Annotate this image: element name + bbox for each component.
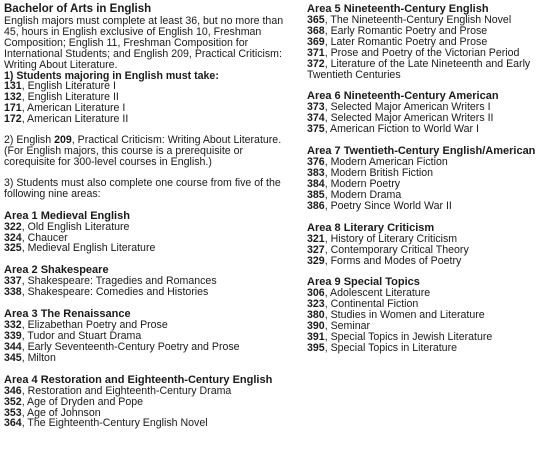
- requirement-2-course-number: 209: [54, 134, 72, 147]
- course-name: Continental Fiction: [330, 298, 419, 311]
- course-number: 323: [307, 298, 325, 311]
- course-number: 172: [4, 113, 22, 126]
- course-item: 385, Modern Drama: [307, 188, 402, 201]
- course-name: The Nineteenth-Century English Novel: [330, 14, 512, 26]
- course-item: 345, Milton: [4, 351, 56, 364]
- area-heading: Area 8 Literary Criticism: [307, 221, 435, 234]
- course-number: 345: [4, 351, 22, 364]
- course-name: Shakespeare: Tragedies and Romances: [27, 275, 217, 288]
- course-number: 131: [4, 80, 22, 93]
- course-number: 384: [307, 177, 325, 190]
- course-name: Shakespeare: Comedies and Histories: [27, 286, 209, 299]
- course-item: 364, The Eighteenth-Century English Novel: [4, 417, 208, 430]
- course-number: 353: [4, 406, 22, 419]
- page-title: Bachelor of Arts in English: [4, 3, 152, 15]
- area-section: [307, 222, 551, 267]
- course-name: Selected Major American Writers II: [330, 112, 494, 125]
- requirement-2-prefix: 2) English: [4, 134, 55, 147]
- course-number: 372: [307, 57, 325, 70]
- course-number: 390: [307, 320, 325, 333]
- area-section: [307, 3, 551, 80]
- course-number: 327: [307, 243, 325, 256]
- course-name: Selected Major American Writers I: [330, 101, 491, 114]
- course-item: 365, The Nineteenth-Century English Novel: [307, 14, 512, 26]
- course-name: Literature of the Late Nineteenth and Early Twentieth Centuries: [307, 57, 531, 81]
- course-number: 391: [307, 331, 325, 344]
- course-item: 324, Chaucer: [4, 231, 68, 244]
- course-item: 325, Medieval English Literature: [4, 242, 156, 255]
- course-item: 383, Modern British Fiction: [307, 167, 434, 180]
- course-number: 321: [307, 232, 325, 245]
- course-item: 344, Early Seventeenth-Century Poetry and Prose: [4, 340, 240, 353]
- course-item: 171, American Literature I: [4, 102, 126, 115]
- area-heading: Area 5 Nineteenth-Century English: [307, 3, 489, 15]
- course-name: Elizabethan Poetry and Prose: [27, 319, 168, 332]
- course-item: 321, History of Literary Criticism: [307, 232, 458, 245]
- course-item: 374, Selected Major American Writers II: [307, 112, 494, 125]
- course-name: Contemporary Critical Theory: [330, 243, 469, 256]
- requirement-3: 3) Students must also complete one course from five of the following nine areas:: [4, 176, 281, 200]
- intro-paragraph: English majors must complete at least 36, but no more than 45, hours in English exclusive of English 10, Freshman Composition; English 11, Freshman Composition for International Students; and English 209, Practical Criticism: Writing About Literature.: [4, 15, 284, 71]
- course-item: 172, American Literature II: [4, 113, 129, 126]
- area-section: [307, 276, 551, 353]
- area-section: [4, 308, 296, 364]
- course-item: 369, Later Romantic Poetry and Prose: [307, 35, 488, 48]
- areas-right: [307, 3, 551, 354]
- course-name: The Eighteenth-Century English Novel: [27, 417, 208, 430]
- course-item: 375, American Fiction to World War I: [307, 123, 479, 136]
- course-name: History of Literary Criticism: [330, 232, 458, 245]
- course-name: English Literature II: [27, 91, 119, 104]
- course-item: 323, Continental Fiction: [307, 298, 419, 311]
- course-item: 372, Literature of the Late Nineteenth and Early Twentieth Centuries: [307, 57, 531, 81]
- course-name: American Fiction to World War I: [330, 123, 479, 136]
- course-name: Early Romantic Poetry and Prose: [330, 24, 488, 37]
- course-name: Age of Johnson: [27, 406, 101, 419]
- course-number: 322: [4, 220, 22, 233]
- course-name: Early Seventeenth-Century Poetry and Prose: [27, 340, 240, 353]
- requirement-1: [4, 71, 296, 126]
- course-number: 375: [307, 123, 325, 136]
- course-number: 376: [307, 156, 325, 169]
- course-number: 383: [307, 167, 325, 180]
- course-item: 384, Modern Poetry: [307, 177, 401, 190]
- area-section: [307, 145, 551, 212]
- course-number: 324: [4, 231, 22, 244]
- area-section: [307, 90, 551, 135]
- course-item: 353, Age of Johnson: [4, 406, 101, 419]
- course-number: 371: [307, 46, 325, 59]
- area-heading: Area 4 Restoration and Eighteenth-Century English: [4, 373, 273, 386]
- course-number: 373: [307, 101, 325, 114]
- course-number: 386: [307, 199, 325, 212]
- course-number: 306: [307, 287, 325, 300]
- course-name: Modern American Fiction: [330, 156, 448, 169]
- course-name: Restoration and Eighteenth-Century Drama: [27, 384, 232, 397]
- course-item: 132, English Literature II: [4, 91, 119, 104]
- requirement-1-courses: [4, 81, 296, 125]
- area-heading: Area 1 Medieval English: [4, 209, 130, 222]
- course-item: 368, Early Romantic Poetry and Prose: [307, 24, 488, 37]
- course-number: 339: [4, 330, 22, 343]
- course-number: 329: [307, 254, 325, 267]
- area-heading: Area 9 Special Topics: [307, 276, 420, 289]
- area-heading: Area 3 The Renaissance: [4, 308, 131, 321]
- course-number: 337: [4, 275, 22, 288]
- course-item: 306, Adolescent Literature: [307, 287, 431, 300]
- requirement-2: [4, 135, 296, 168]
- course-name: Chaucer: [27, 231, 68, 244]
- course-number: 332: [4, 319, 22, 332]
- course-name: Modern British Fiction: [330, 167, 434, 180]
- course-item: 339, Tudor and Stuart Drama: [4, 330, 142, 343]
- course-item: 346, Restoration and Eighteenth-Century Drama: [4, 384, 232, 397]
- area-heading: Area 7 Twentieth-Century English/American: [307, 145, 536, 158]
- course-item: 380, Studies in Women and Literature: [307, 309, 485, 322]
- course-name: Milton: [27, 351, 56, 364]
- course-name: American Literature I: [27, 102, 126, 115]
- area-heading: Area 2 Shakespeare: [4, 264, 109, 277]
- course-number: 385: [307, 188, 325, 201]
- course-name: Adolescent Literature: [330, 287, 431, 300]
- left-column: [4, 3, 296, 439]
- course-item: 376, Modern American Fiction: [307, 156, 448, 169]
- course-item: 338, Shakespeare: Comedies and Histories: [4, 286, 209, 299]
- course-item: 131, English Literature I: [4, 80, 116, 93]
- course-name: American Literature II: [27, 113, 129, 126]
- area-heading: Area 6 Nineteenth-Century American: [307, 90, 499, 103]
- course-name: Forms and Modes of Poetry: [330, 254, 462, 267]
- course-number: 369: [307, 35, 325, 48]
- course-number: 132: [4, 91, 22, 104]
- course-name: Old English Literature: [27, 220, 130, 233]
- course-item: 371, Prose and Poetry of the Victorian Period: [307, 46, 520, 59]
- course-number: 352: [4, 395, 22, 408]
- course-name: Medieval English Literature: [27, 242, 156, 255]
- course-number: 346: [4, 384, 22, 397]
- course-name: Seminar: [330, 320, 371, 333]
- course-item: 386, Poetry Since World War II: [307, 199, 452, 212]
- right-column: [307, 3, 551, 364]
- course-number: 395: [307, 341, 325, 354]
- course-name: Later Romantic Poetry and Prose: [330, 35, 488, 48]
- course-item: 395, Special Topics in Literature: [307, 341, 457, 354]
- course-number: 365: [307, 14, 325, 26]
- course-name: Modern Drama: [330, 188, 402, 201]
- course-number: 171: [4, 102, 22, 115]
- course-number: 374: [307, 112, 325, 125]
- area-section: [4, 264, 296, 298]
- course-name: Special Topics in Jewish Literature: [330, 331, 493, 344]
- requirement-1-heading: 1) Students majoring in English must take:: [4, 69, 219, 82]
- area-section: [4, 374, 296, 430]
- course-item: 329, Forms and Modes of Poetry: [307, 254, 462, 267]
- course-item: 373, Selected Major American Writers I: [307, 101, 491, 114]
- course-item: 332, Elizabethan Poetry and Prose: [4, 319, 168, 332]
- course-item: 327, Contemporary Critical Theory: [307, 243, 469, 256]
- course-name: Tudor and Stuart Drama: [27, 330, 142, 343]
- course-item: 352, Age of Dryden and Pope: [4, 395, 144, 408]
- course-name: Studies in Women and Literature: [330, 309, 485, 322]
- course-number: 380: [307, 309, 325, 322]
- course-item: 390, Seminar: [307, 320, 371, 333]
- course-number: 344: [4, 340, 22, 353]
- course-item: 337, Shakespeare: Tragedies and Romances: [4, 275, 217, 288]
- course-name: Modern Poetry: [330, 177, 401, 190]
- requirement-2-text: , Practical Criticism: Writing About Literature. (For English majors, this course is a prerequisite or corequisite for 300-level courses in English.): [4, 134, 282, 168]
- course-item: 391, Special Topics in Jewish Literature: [307, 331, 493, 344]
- course-item: 322, Old English Literature: [4, 220, 130, 233]
- course-number: 368: [307, 24, 325, 37]
- areas-left: [4, 210, 296, 430]
- course-number: 338: [4, 286, 22, 299]
- course-name: English Literature I: [27, 80, 116, 93]
- course-name: Age of Dryden and Pope: [27, 395, 144, 408]
- course-number: 364: [4, 417, 22, 430]
- course-name: Special Topics in Literature: [330, 341, 457, 354]
- course-number: 325: [4, 242, 22, 255]
- course-name: Poetry Since World War II: [330, 199, 452, 212]
- course-name: Prose and Poetry of the Victorian Period: [330, 46, 520, 59]
- area-section: [4, 210, 296, 255]
